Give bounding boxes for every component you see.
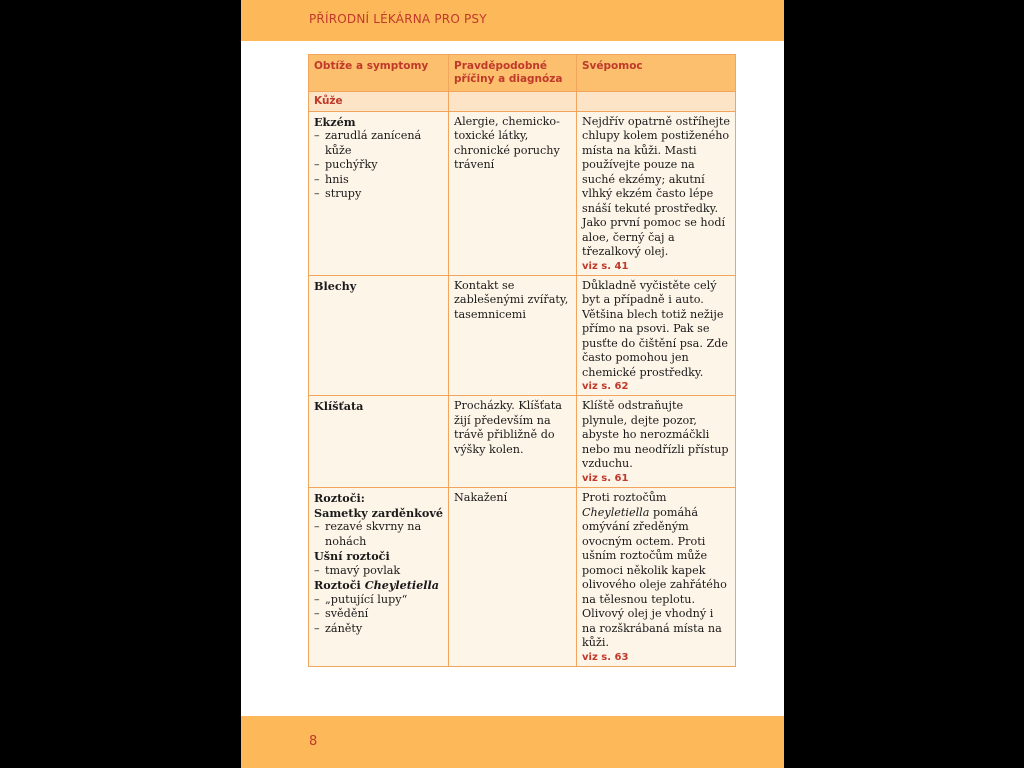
symptom-list — [314, 129, 443, 202]
causes-cell: Alergie, chemicko-toxické látky, chronické poruchy trávení — [449, 111, 577, 275]
condition-name: Klíšťata — [314, 399, 364, 413]
page-reference: viz s. 41 — [582, 260, 629, 272]
causes-cell: Nakažení — [449, 488, 577, 667]
self-help-text: Klíště odstraňujte plynule, dejte pozor, abyste ho nerozmáčkli nebo mu neodřízli přístup vzduchu. — [582, 399, 729, 470]
table-header-row — [309, 55, 736, 92]
table-row — [309, 275, 736, 396]
page-reference: viz s. 63 — [582, 651, 629, 663]
self-help-text-part: pomáhá omývání zředěným ovocným octem. Proti ušním roztočům může pomoci několik kapek olivového oleje zahřátého na tělesnou teplotu. Olivový olej je vhodný i na rozškrábaná místa na kůži. — [582, 505, 727, 649]
page-reference: viz s. 62 — [582, 381, 629, 392]
list-item: – svědění — [314, 607, 443, 622]
symptom-list — [314, 564, 443, 579]
self-help-cell — [577, 488, 736, 667]
self-help-cell — [577, 111, 736, 275]
page-footer — [241, 716, 784, 768]
remedy-table — [308, 54, 736, 667]
condition-name: Roztoči: — [314, 491, 365, 505]
table-row — [309, 488, 736, 667]
table-row — [309, 111, 736, 275]
symptoms-cell — [309, 396, 449, 488]
subtype-title: Ušní roztoči — [314, 549, 390, 563]
book-page — [241, 0, 784, 768]
column-header-causes: Pravděpodobné příčiny a diagnóza — [449, 55, 577, 92]
section-row — [309, 92, 736, 112]
self-help-text-part: Proti roztočům — [582, 491, 667, 504]
running-title: PŘÍRODNÍ LÉKÁRNA PRO PSY — [309, 12, 487, 26]
list-item: – rezavé skvrny na nohách — [314, 520, 443, 549]
list-item: – tmavý povlak — [314, 564, 443, 579]
section-label: Kůže — [314, 95, 343, 107]
self-help-text — [582, 491, 730, 651]
symptoms-cell — [309, 111, 449, 275]
list-item: – záněty — [314, 622, 443, 637]
page-number: 8 — [309, 734, 318, 749]
self-help-text: Nejdřív opatrně ostříhejte chlupy kolem postiženého místa na kůži. Masti používejte pouze na suché ekzémy; akutní vlhký ekzém často lépe snáší tekuté prostředky. Jako první pomoc se hodí aloe, černý čaj a třezalkový olej. — [582, 114, 730, 258]
subtype-title: Sametky zarděnkové — [314, 505, 444, 520]
list-item: – puchýřky — [314, 158, 443, 173]
symptom-list — [314, 520, 443, 549]
column-header-self-help: Svépomoc — [577, 55, 736, 92]
column-header-symptoms: Obtíže a symptomy — [309, 55, 449, 92]
subtype-title-prefix: Roztoči — [314, 578, 365, 592]
condition-name: Blechy — [314, 278, 357, 293]
symptom-list — [314, 593, 443, 637]
symptoms-cell — [309, 275, 449, 396]
page-header — [241, 0, 784, 41]
subtype-title-italic: Cheyletiella — [364, 578, 440, 592]
symptoms-cell — [309, 488, 449, 667]
causes-cell: Procházky. Klíšťata žijí především na trávě přibližně do výšky kolen. — [449, 396, 577, 488]
list-item: – „putující lupy“ — [314, 593, 443, 608]
causes-cell: Kontakt se zablešenými zvířaty, tasemnicemi — [449, 275, 577, 396]
condition-name: Ekzém — [314, 114, 356, 129]
list-item: – zarudlá zanícená kůže — [314, 129, 443, 158]
table-row — [309, 396, 736, 488]
self-help-text: Důkladně vyčistěte celý byt a případně i auto. Většina blech totiž nežije přímo na psovi. Pak se pusťte do čištění psa. Zde často pomohou jen chemické prostředky. — [582, 278, 729, 379]
self-help-text-italic: Cheyletiella — [582, 505, 650, 519]
subtype-title — [314, 578, 443, 593]
self-help-cell — [577, 275, 736, 396]
page-reference: viz s. 61 — [582, 472, 629, 484]
list-item: – hnis — [314, 173, 443, 188]
list-item: – strupy — [314, 187, 443, 202]
self-help-cell — [577, 396, 736, 488]
